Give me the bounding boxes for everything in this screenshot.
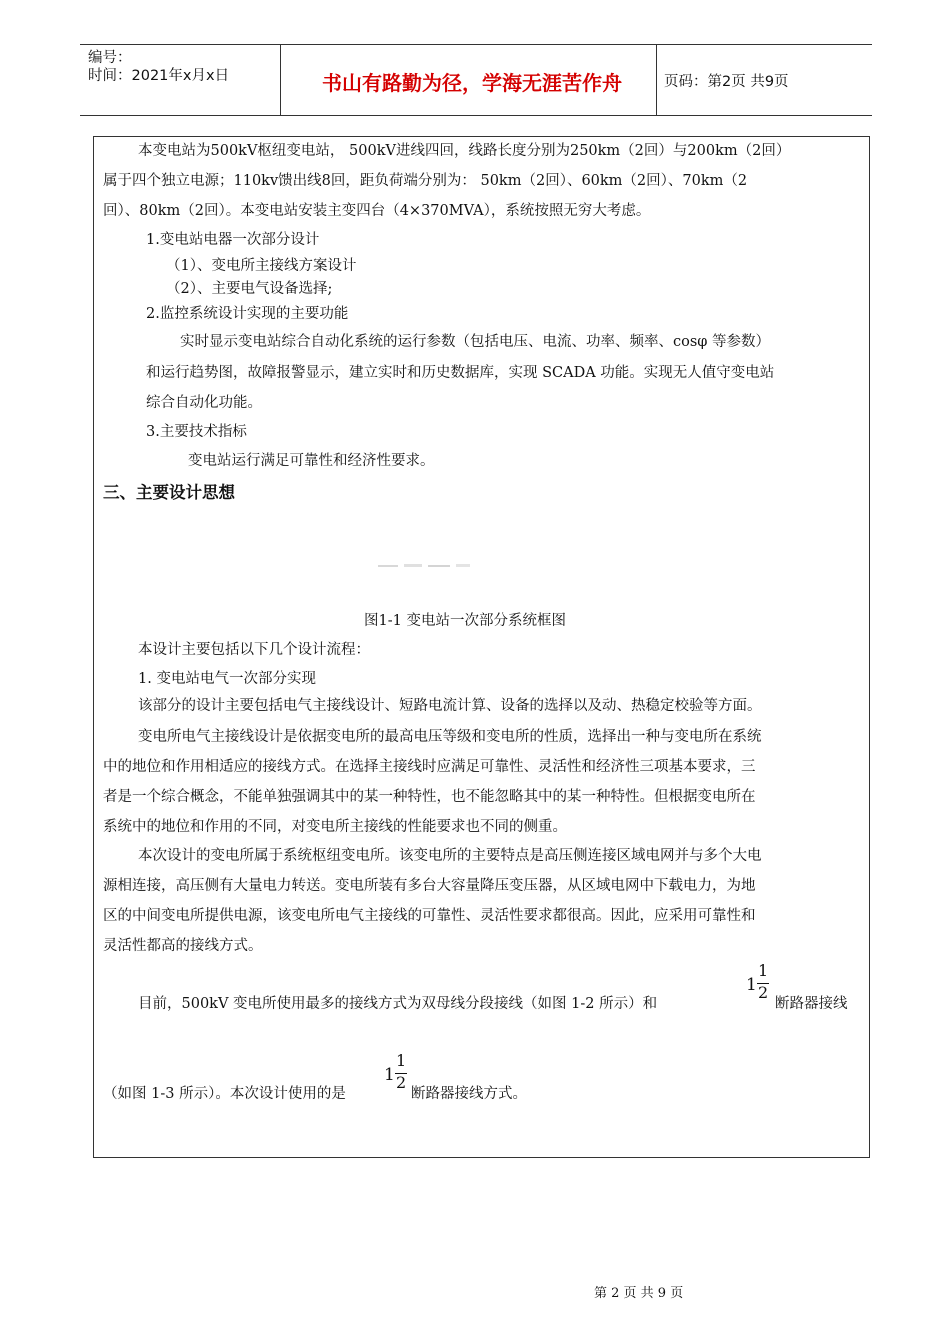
list-item: 2.监控系统设计实现的主要功能 [146, 306, 349, 322]
paragraph-line: 本设计主要包括以下几个设计流程： [138, 642, 370, 658]
paragraph-line: 属于四个独立电源；110kv馈出线8回，距负荷端分别为： 50km（2回）、60km（2回）、70km（2 [103, 173, 748, 189]
number-label: 编号： [88, 50, 132, 66]
paragraph-line: 变电所电气主接线设计是依据变电所的最高电压等级和变电所的性质，选择出一种与变电所在系统 [138, 729, 762, 745]
date-line: 时间：2021年x月x日 [88, 68, 230, 84]
paragraph-line: 源相连接，高压侧有大量电力转送。变电所装有多台大容量降压变压器，从区域电网中下载电力，为地 [103, 878, 756, 894]
paragraph-line: 实时显示变电站综合自动化系统的运行参数（包括电压、电流、功率、频率、cosφ 等参数） [180, 334, 771, 350]
page-header [80, 44, 872, 116]
list-item: 1.变电站电器一次部分设计 [146, 232, 320, 248]
paragraph-line: 系统中的地位和作用的不同，对变电所主接线的性能要求也不同的侧重。 [103, 819, 567, 835]
section-heading: 三、主要设计思想 [103, 483, 235, 502]
header-page-info: 页码：第2页 共9页 [664, 74, 789, 90]
list-item: 3.主要技术指标 [146, 424, 247, 440]
paragraph-line: 断路器接线方式。 [411, 1086, 527, 1102]
paragraph-line: 变电站运行满足可靠性和经济性要求。 [188, 453, 435, 469]
figure-caption: 图1-1 变电站一次部分系统框图 [364, 613, 566, 629]
header-divider [656, 45, 657, 115]
paragraph-line: （如图 1-3 所示）。本次设计使用的是 [103, 1086, 346, 1102]
paragraph-line: 该部分的设计主要包括电气主接线设计、短路电流计算、设备的选择以及动、热稳定校验等方面。 [138, 698, 762, 714]
paragraph-line: 和运行趋势图，故障报警显示，建立实时和历史数据库，实现 SCADA 功能。实现无人值守变电站 [146, 365, 775, 381]
paragraph-line: 目前，500kV 变电所使用最多的接线方式为双母线分段接线（如图 1-2 所示）和 [138, 996, 658, 1012]
paragraph-line: 本次设计的变电所属于系统枢纽变电所。该变电所的主要特点是高压侧连接区域电网并与多个大电 [138, 848, 762, 864]
paragraph-line: 回）、80km（2回）。本变电站安装主变四台（4×370MVA），系统按照无穷大考虑。 [103, 203, 651, 219]
list-subitem: （2）、主要电气设备选择; [166, 281, 333, 297]
paragraph-line: 本变电站为500kV枢纽变电站， 500kV进线四回，线路长度分别为250km（2回）与200km（2回） [138, 143, 791, 159]
paragraph-line: 1. 变电站电气一次部分实现 [138, 671, 316, 687]
paragraph-line: 区的中间变电所提供电源，该变电所电气主接线的可靠性、灵活性要求都很高。因此，应采用可靠性和 [103, 908, 756, 924]
page-footer: 第 2 页 共 9 页 [594, 1286, 684, 1301]
header-divider [280, 45, 281, 115]
paragraph-line: 综合自动化功能。 [146, 395, 262, 411]
header-meta [88, 49, 229, 85]
paragraph-line: 中的地位和作用相适应的接线方式。在选择主接线时应满足可靠性、灵活性和经济性三项基本要求，三 [103, 759, 756, 775]
paragraph-line: 灵活性都高的接线方式。 [103, 938, 263, 954]
paragraph-line: 者是一个综合概念，不能单独强调其中的某一种特性，也不能忽略其中的某一种特性。但根据变电所在 [103, 789, 756, 805]
list-subitem: （1）、变电所主接线方案设计 [166, 258, 357, 274]
header-motto: 书山有路勤为径，学海无涯苦作舟 [322, 71, 622, 95]
paragraph-line: 断路器接线 [775, 996, 848, 1012]
figure-placeholder [378, 563, 470, 569]
